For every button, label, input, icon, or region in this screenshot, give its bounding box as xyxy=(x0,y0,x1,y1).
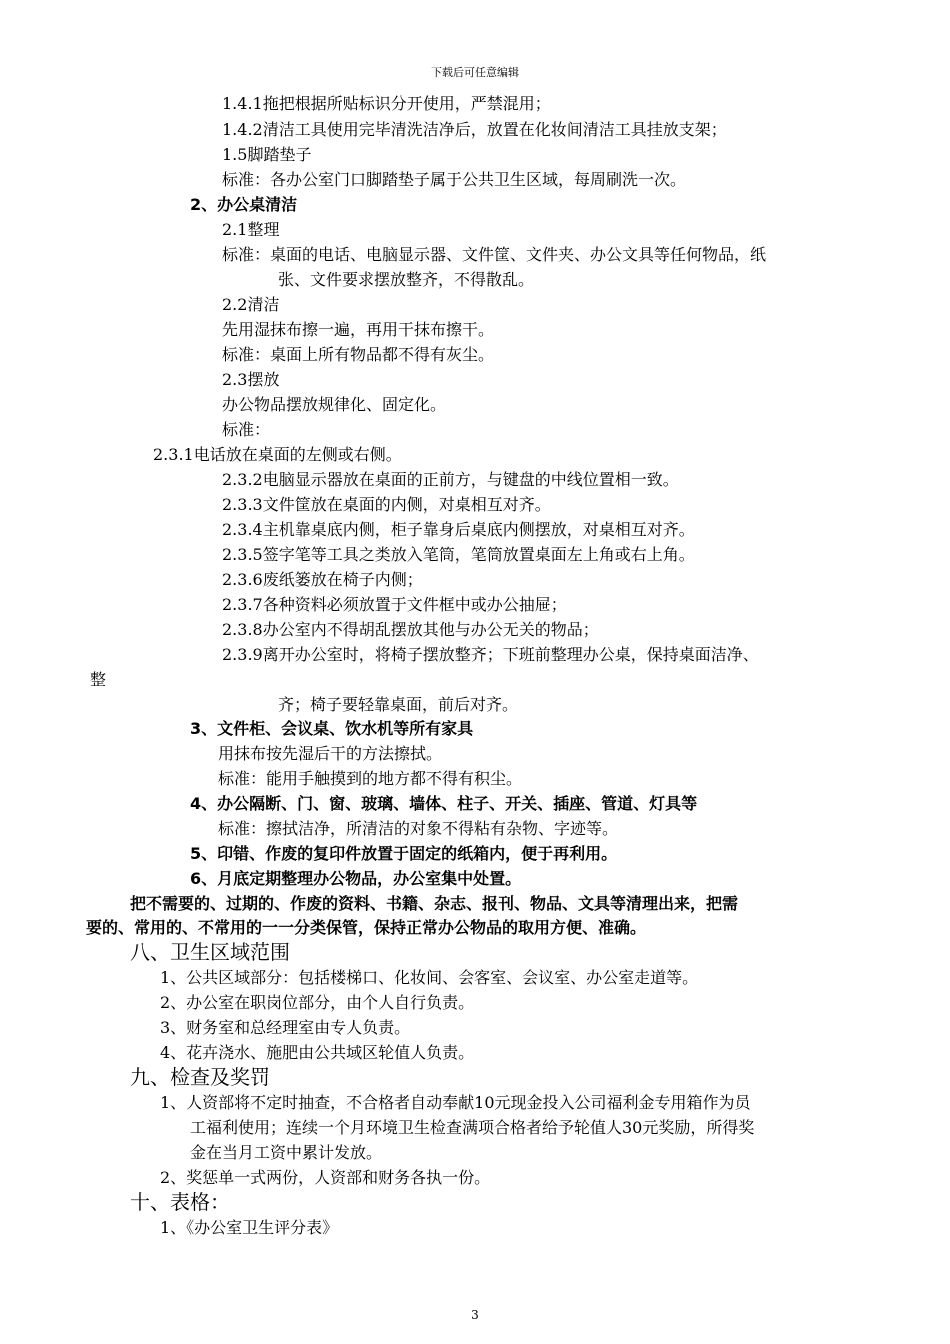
page-header: 下载后可任意编辑 xyxy=(431,66,519,79)
list-item: 金在当月工资中累计发放。 xyxy=(190,1143,383,1162)
list-item: 工福利使用；连续一个月环境卫生检查满项合格者给予轮值人30元奖励，所得奖 xyxy=(190,1118,755,1137)
text-line: 2.3.3文件筐放在桌面的内侧，对桌相互对齐。 xyxy=(222,495,551,514)
list-item: 3、财务室和总经理室由专人负责。 xyxy=(160,1018,411,1037)
text-line: 2.3.6废纸篓放在椅子内侧； xyxy=(222,570,423,589)
page-number: 3 xyxy=(471,1308,479,1322)
text-line: 整 xyxy=(90,670,107,689)
text-line: 标准：能用手触摸到的地方都不得有积尘。 xyxy=(218,769,523,788)
text-line: 2.3.9离开办公室时，将椅子摆放整齐；下班前整理办公桌，保持桌面洁净、 xyxy=(222,645,759,664)
section-heading: 八、卫生区域范围 xyxy=(130,940,290,964)
text-line: 标准： xyxy=(222,420,271,439)
text-line: 标准：擦拭洁净，所清洁的对象不得粘有杂物、字迹等。 xyxy=(218,819,619,838)
text-line: 先用湿抹布擦一遍，再用干抹布擦干。 xyxy=(222,320,495,339)
section-heading: 九、检查及奖罚 xyxy=(130,1065,270,1089)
text-line: 齐；椅子要轻靠桌面，前后对齐。 xyxy=(278,695,519,714)
list-item: 2、奖惩单一式两份，人资部和财务各执一份。 xyxy=(160,1168,491,1187)
text-line: 1.4.2清洁工具使用完毕清洗洁净后，放置在化妆间清洁工具挂放支架； xyxy=(222,120,727,139)
list-item: 1、《办公室卫生评分表》 xyxy=(160,1218,339,1237)
text-line: 2.3.4主机靠桌底内侧，柜子靠身后桌底内侧摆放，对桌相互对齐。 xyxy=(222,520,695,539)
list-item: 4、花卉浇水、施肥由公共域区轮值人负责。 xyxy=(160,1043,475,1062)
text-line: 2.2清洁 xyxy=(222,295,280,314)
paragraph-line: 要的、常用的、不常用的一一分类保管，保持正常办公物品的取用方便、准确。 xyxy=(86,918,647,937)
text-line: 标准：各办公室门口脚踏垫子属于公共卫生区域，每周刷洗一次。 xyxy=(222,170,687,189)
subheading: 3、文件柜、会议桌、饮水机等所有家具 xyxy=(190,719,474,738)
text-line: 2.3.5签字笔等工具之类放入笔筒，笔筒放置桌面左上角或右上角。 xyxy=(222,545,695,564)
text-line: 标准：桌面的电话、电脑显示器、文件筐、文件夹、办公文具等任何物品，纸 xyxy=(222,245,767,264)
text-line: 2.3摆放 xyxy=(222,370,280,389)
list-item: 1、公共区域部分：包括楼梯口、化妆间、会客室、会议室、办公室走道等。 xyxy=(160,968,699,987)
subheading: 6、月底定期整理办公物品，办公室集中处置。 xyxy=(190,869,522,888)
section-heading: 十、表格： xyxy=(130,1190,230,1214)
list-item: 1、人资部将不定时抽查，不合格者自动奉献10元现金投入公司福利金专用箱作为员 xyxy=(160,1093,751,1112)
text-line: 2.3.7各种资料必须放置于文件框中或办公抽屉； xyxy=(222,595,567,614)
text-line: 标准：桌面上所有物品都不得有灰尘。 xyxy=(222,345,495,364)
text-line: 用抹布按先湿后干的方法擦拭。 xyxy=(218,744,443,763)
text-line: 2.3.8办公室内不得胡乱摆放其他与办公无关的物品； xyxy=(222,620,599,639)
subheading: 5、印错、作废的复印件放置于固定的纸箱内，便于再利用。 xyxy=(190,844,618,863)
subheading: 4、办公隔断、门、窗、玻璃、墙体、柱子、开关、插座、管道、灯具等 xyxy=(190,794,698,813)
text-line: 办公物品摆放规律化、固定化。 xyxy=(222,395,447,414)
text-line: 1.4.1拖把根据所贴标识分开使用，严禁混用； xyxy=(222,94,551,113)
list-item: 2、办公室在职岗位部分，由个人自行负责。 xyxy=(160,993,475,1012)
paragraph-line: 把不需要的、过期的、作废的资料、书籍、杂志、报刊、物品、文具等清理出来，把需 xyxy=(130,894,739,913)
subheading: 2、办公桌清洁 xyxy=(190,195,298,214)
text-line: 1.5脚踏垫子 xyxy=(222,145,312,164)
text-line: 2.3.1电话放在桌面的左侧或右侧。 xyxy=(153,445,402,464)
text-line: 2.1整理 xyxy=(222,220,280,239)
text-line: 张、文件要求摆放整齐，不得散乱。 xyxy=(278,270,535,289)
text-line: 2.3.2电脑显示器放在桌面的正前方，与键盘的中线位置相一致。 xyxy=(222,470,679,489)
